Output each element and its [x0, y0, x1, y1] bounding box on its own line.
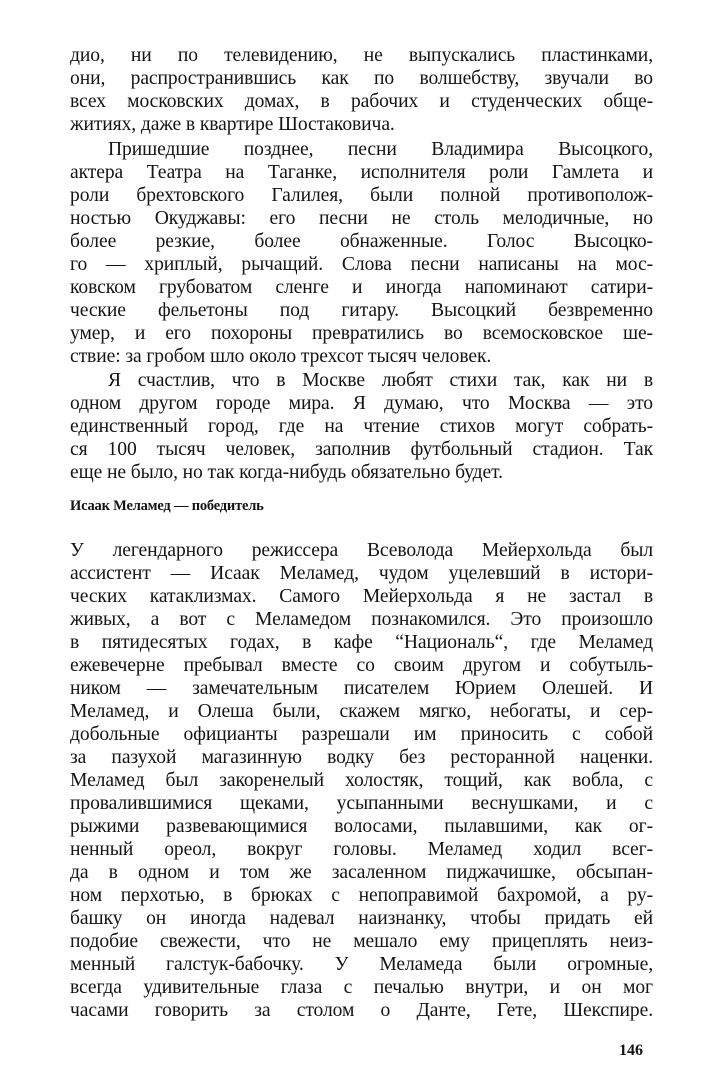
text-line: ном перхотью, в брюках с непоправимой бахромой, а ру-: [70, 885, 653, 906]
text-line: ковском грубоватом сленге и иногда напоминают сатири-: [70, 277, 653, 298]
text-line: более резкие, более обнаженные. Голос Высоцко-: [70, 231, 653, 252]
text-line: ненный ореол, вокруг головы. Меламед ходил всег-: [70, 839, 653, 860]
text-line: они, распространившись как по волшебству, звучали во: [70, 68, 653, 89]
text-line: провалившимися щеками, усыпанными веснушками, и с: [70, 793, 653, 814]
text-line: дио, ни по телевидению, не выпускались пластинками,: [70, 45, 653, 66]
text-line: менный галстук-бабочку. У Меламеда были огромные,: [70, 954, 653, 975]
text-line: житиях, даже в квартире Шостаковича.: [70, 114, 395, 135]
text-line: го — хриплый, рычащий. Слова песни написаны на мос-: [70, 254, 653, 275]
text-line: еще не было, но так когда-нибудь обязательно будет.: [70, 462, 503, 483]
text-line: ся 100 тысяч человек, заполнив футбольный стадион. Так: [70, 439, 653, 460]
text-line: ческие фельетоны под гитару. Высоцкий безвременно: [70, 300, 653, 321]
text-line: роли брехтовского Галилея, были полной противополож-: [70, 185, 653, 206]
text-line: ствие: за гробом шло около трехсот тысяч человек.: [70, 346, 492, 367]
text-line: У легендарного режиссера Всеволода Мейерхольда был: [70, 540, 653, 561]
text-line: живых, а вот с Меламедом познакомился. Это произошло: [70, 609, 653, 630]
text-line: в пятидесятых годах, в кафе “Националь“, где Меламед: [70, 632, 653, 653]
text-line: единственный город, где на чтение стихов могут собрать-: [70, 416, 653, 437]
text-line: ассистент — Исаак Меламед, чудом уцелевший в истори-: [70, 563, 653, 584]
text-line: актера Театра на Таганке, исполнителя роли Гамлета и: [70, 162, 653, 183]
text-line: часами говорить за столом о Данте, Гете, Шекспире.: [70, 1000, 653, 1021]
text-line: всех московских домах, в рабочих и студенческих обще-: [70, 91, 653, 112]
text-line: добольные официанты разрешали им приносить с собой: [70, 724, 653, 745]
text-line: Меламед был закоренелый холостяк, тощий, как вобла, с: [70, 770, 653, 791]
page-number: 146: [619, 1042, 643, 1059]
text-line: ником — замечательным писателем Юрием Олешей. И: [70, 678, 653, 699]
text-line: ностью Окуджавы: его песни не столь мелодичные, но: [70, 208, 653, 229]
text-line: всегда удивительные глаза с печалью внутри, и он мог: [70, 977, 653, 998]
text-line: за пазухой магазинную водку без ресторанной наценки.: [70, 747, 653, 768]
text-line: Я счастлив, что в Москве любят стихи так, как ни в: [108, 370, 653, 391]
text-line: рыжими развевающимися волосами, пылавшими, как ог-: [70, 816, 653, 837]
text-line: ежевечерне пребывал вместе со своим другом и собутыль-: [70, 655, 653, 676]
text-line: одном другом городе мира. Я думаю, что Москва — это: [70, 393, 653, 414]
text-line: ческих катаклизмах. Самого Мейерхольда я не застал в: [70, 586, 653, 607]
text-line: да в одном и том же засаленном пиджачишке, обсыпан-: [70, 862, 653, 883]
text-line: Пришедшие позднее, песни Владимира Высоцкого,: [108, 139, 653, 160]
text-line: подобие свежести, что не мешало ему прицеплять неиз-: [70, 931, 653, 952]
text-line: башку он иногда надевал наизнанку, чтобы придать ей: [70, 908, 653, 929]
text-line: Меламед, и Олеша были, скажем мягко, небогаты, и сер-: [70, 701, 653, 722]
section-heading: Исаак Меламед — победитель: [70, 498, 264, 514]
text-line: умер, и его похороны превратились во всемосковское ше-: [70, 323, 653, 344]
